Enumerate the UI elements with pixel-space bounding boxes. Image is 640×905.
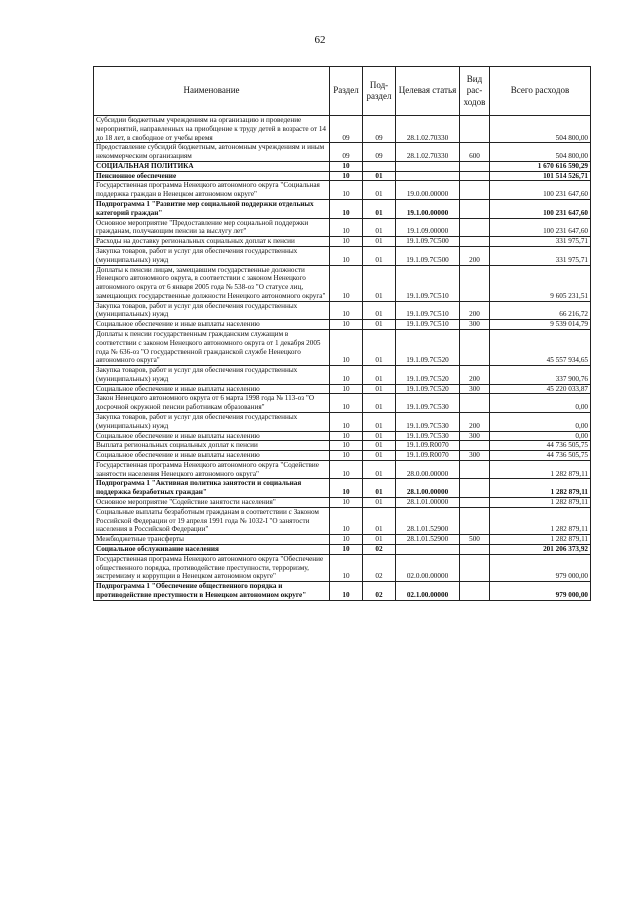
header-target: Целевая статья xyxy=(396,67,460,116)
row-section: 10 xyxy=(330,171,363,181)
row-subsection: 01 xyxy=(363,413,396,432)
row-target: 19.1.09.7С530 xyxy=(396,394,460,413)
row-total: 44 736 505,75 xyxy=(490,451,591,461)
row-target: 19.1.09.7С510 xyxy=(396,301,460,320)
row-expense-type xyxy=(460,265,490,301)
row-target: 19.1.09.R0070 xyxy=(396,451,460,461)
header-name: Наименование xyxy=(94,67,330,116)
row-target: 19.1.09.7С500 xyxy=(396,237,460,247)
row-expense-type: 300 xyxy=(460,431,490,441)
row-name: Социальное обеспечение и иные выплаты населению xyxy=(94,451,330,461)
row-target: 02.0.00.00000 xyxy=(396,554,460,581)
table-row xyxy=(94,394,591,413)
row-subsection: 01 xyxy=(363,171,396,181)
row-expense-type xyxy=(460,554,490,581)
row-total: 45 557 934,65 xyxy=(490,329,591,365)
row-section: 10 xyxy=(330,535,363,545)
row-section: 10 xyxy=(330,498,363,508)
row-name: Предоставление субсидий бюджетным, автономным учреждениям и иным некоммерческим организациям xyxy=(94,143,330,162)
row-name: Закупка товаров, работ и услуг для обеспечения государственных (муниципальных) нужд xyxy=(94,301,330,320)
row-name: Закупка товаров, работ и услуг для обеспечения государственных (муниципальных) нужд xyxy=(94,366,330,385)
row-name: Закупка товаров, работ и услуг для обеспечения государственных (муниципальных) нужд xyxy=(94,413,330,432)
table-row xyxy=(94,544,591,554)
row-target: 28.0.00.00000 xyxy=(396,460,460,479)
row-total: 0,00 xyxy=(490,431,591,441)
row-section: 10 xyxy=(330,544,363,554)
row-section: 09 xyxy=(330,116,363,143)
row-subsection: 01 xyxy=(363,441,396,451)
row-section: 10 xyxy=(330,161,363,171)
row-total: 504 800,00 xyxy=(490,143,591,162)
row-expense-type: 200 xyxy=(460,366,490,385)
row-expense-type xyxy=(460,116,490,143)
row-name: Социальное обеспечение и иные выплаты населению xyxy=(94,431,330,441)
table-row xyxy=(94,301,591,320)
row-subsection: 01 xyxy=(363,498,396,508)
row-target: 28.1.02.70330 xyxy=(396,143,460,162)
table-row xyxy=(94,320,591,330)
row-expense-type xyxy=(460,161,490,171)
row-expense-type xyxy=(460,460,490,479)
row-name: Государственная программа Ненецкого автономного округа "Содействие занятости населения Ненецкого автономного округа" xyxy=(94,460,330,479)
row-name: Субсидии бюджетным учреждениям на организацию и проведение мероприятий, направленных на приобщение к труду детей в возрасте от 14 до 18 лет, в свободное от учебы время xyxy=(94,116,330,143)
row-section: 10 xyxy=(330,218,363,237)
table-row xyxy=(94,200,591,219)
row-subsection: 01 xyxy=(363,394,396,413)
row-section: 10 xyxy=(330,366,363,385)
row-expense-type xyxy=(460,329,490,365)
row-target: 02.1.00.00000 xyxy=(396,582,460,601)
row-section: 10 xyxy=(330,200,363,219)
row-total: 504 800,00 xyxy=(490,116,591,143)
row-total: 100 231 647,60 xyxy=(490,200,591,219)
row-subsection: 01 xyxy=(363,329,396,365)
table-row xyxy=(94,498,591,508)
row-name: Социальные выплаты безработным гражданам в соответствии с Законом Российской Федерации от 19 апреля 1991 года № 1032-I "О занятости населения в Российской Федерации" xyxy=(94,507,330,534)
row-section: 10 xyxy=(330,394,363,413)
row-subsection: 01 xyxy=(363,218,396,237)
row-total: 1 282 879,11 xyxy=(490,498,591,508)
row-name: Социальное обеспечение и иные выплаты населению xyxy=(94,384,330,394)
table-row xyxy=(94,384,591,394)
row-section: 10 xyxy=(330,582,363,601)
row-name: Подпрограмма 1 "Активная политика занятости и социальная поддержка безработных граждан" xyxy=(94,479,330,498)
table-row xyxy=(94,246,591,265)
row-expense-type xyxy=(460,544,490,554)
row-name: Пенсионное обеспечение xyxy=(94,171,330,181)
row-subsection: 02 xyxy=(363,554,396,581)
row-subsection: 01 xyxy=(363,384,396,394)
row-subsection: 01 xyxy=(363,301,396,320)
row-target: 19.1.09.7С510 xyxy=(396,320,460,330)
row-total: 1 670 616 590,29 xyxy=(490,161,591,171)
row-name: Доплаты к пенсии государственным гражданским служащим в соответствии с законом Ненецкого автономного округа от 1 декабря 2005 года № 636-оз "О государственной гражданской службе Ненецкого автономного округа" xyxy=(94,329,330,365)
row-total: 979 000,00 xyxy=(490,582,591,601)
row-section: 10 xyxy=(330,479,363,498)
row-subsection: 01 xyxy=(363,366,396,385)
row-name: Доплаты к пенсии лицам, замещавшим государственные должности Ненецкого автономного округа, в соответствии с законом Ненецкого автономного округа от 6 января 2005 года № 538-оз "О статусе лиц, замещающих государственные должности Ненецкого автономного округа" xyxy=(94,265,330,301)
row-name: Закупка товаров, работ и услуг для обеспечения государственных (муниципальных) нужд xyxy=(94,246,330,265)
row-target: 19.1.09.R0070 xyxy=(396,441,460,451)
row-expense-type xyxy=(460,394,490,413)
header-section: Раздел xyxy=(330,67,363,116)
header-expense-type: Вид рас-ходов xyxy=(460,67,490,116)
row-total: 100 231 647,60 xyxy=(490,181,591,200)
table-row xyxy=(94,237,591,247)
row-subsection: 01 xyxy=(363,451,396,461)
row-subsection: 09 xyxy=(363,116,396,143)
row-expense-type: 200 xyxy=(460,301,490,320)
row-total: 100 231 647,60 xyxy=(490,218,591,237)
table-row xyxy=(94,116,591,143)
row-section: 10 xyxy=(330,301,363,320)
row-total: 45 220 033,87 xyxy=(490,384,591,394)
table-row xyxy=(94,366,591,385)
row-total: 101 514 526,71 xyxy=(490,171,591,181)
row-section: 09 xyxy=(330,143,363,162)
row-target: 19.1.09.7С520 xyxy=(396,329,460,365)
row-total: 1 282 879,11 xyxy=(490,460,591,479)
row-subsection: 09 xyxy=(363,143,396,162)
budget-table xyxy=(93,66,591,601)
row-target: 28.1.01.00000 xyxy=(396,498,460,508)
row-expense-type xyxy=(460,441,490,451)
row-subsection: 01 xyxy=(363,479,396,498)
row-target: 28.1.00.00000 xyxy=(396,479,460,498)
row-section: 10 xyxy=(330,265,363,301)
row-subsection xyxy=(363,161,396,171)
row-total: 0,00 xyxy=(490,394,591,413)
row-subsection: 01 xyxy=(363,200,396,219)
row-name: Государственная программа Ненецкого автономного округа "Обеспечение общественного порядка, противодействие преступности, терроризму, экстремизму и коррупции в Ненецком автономном округе" xyxy=(94,554,330,581)
row-target: 28.1.02.70330 xyxy=(396,116,460,143)
table-row xyxy=(94,431,591,441)
row-subsection: 01 xyxy=(363,246,396,265)
row-subsection: 01 xyxy=(363,320,396,330)
table-row xyxy=(94,218,591,237)
table-body xyxy=(94,116,591,601)
row-target: 28.1.01.52900 xyxy=(396,507,460,534)
table-header-row xyxy=(94,67,591,116)
table-row xyxy=(94,181,591,200)
table-row xyxy=(94,329,591,365)
row-target: 19.1.09.00000 xyxy=(396,218,460,237)
row-expense-type: 500 xyxy=(460,535,490,545)
row-total: 1 282 879,11 xyxy=(490,535,591,545)
table-row xyxy=(94,554,591,581)
table-row xyxy=(94,582,591,601)
row-target: 19.1.09.7С520 xyxy=(396,366,460,385)
page-number: 62 xyxy=(314,34,326,46)
row-total: 1 282 879,11 xyxy=(490,479,591,498)
row-expense-type xyxy=(460,237,490,247)
row-subsection: 02 xyxy=(363,582,396,601)
table-row xyxy=(94,413,591,432)
table-row xyxy=(94,535,591,545)
row-name: Социальное обеспечение и иные выплаты населению xyxy=(94,320,330,330)
row-subsection: 01 xyxy=(363,181,396,200)
row-total: 0,00 xyxy=(490,413,591,432)
row-target: 19.1.09.7С530 xyxy=(396,431,460,441)
row-expense-type xyxy=(460,498,490,508)
row-name: Основное мероприятие "Содействие занятости населения" xyxy=(94,498,330,508)
row-total: 1 282 879,11 xyxy=(490,507,591,534)
row-expense-type xyxy=(460,218,490,237)
row-subsection: 01 xyxy=(363,460,396,479)
row-expense-type xyxy=(460,507,490,534)
row-section: 10 xyxy=(330,329,363,365)
row-total: 66 216,72 xyxy=(490,301,591,320)
row-total: 201 206 373,92 xyxy=(490,544,591,554)
table-row xyxy=(94,143,591,162)
header-subsection: Под-раздел xyxy=(363,67,396,116)
row-expense-type: 300 xyxy=(460,384,490,394)
row-name: Государственная программа Ненецкого автономного округа "Социальная поддержка граждан в Ненецком автономном округе" xyxy=(94,181,330,200)
row-total: 9 539 014,79 xyxy=(490,320,591,330)
row-section: 10 xyxy=(330,320,363,330)
row-target xyxy=(396,171,460,181)
row-expense-type xyxy=(460,171,490,181)
row-section: 10 xyxy=(330,460,363,479)
row-expense-type xyxy=(460,200,490,219)
row-section: 10 xyxy=(330,384,363,394)
row-total: 979 000,00 xyxy=(490,554,591,581)
row-section: 10 xyxy=(330,451,363,461)
row-total: 337 900,76 xyxy=(490,366,591,385)
row-subsection: 01 xyxy=(363,507,396,534)
row-target: 28.1.01.52900 xyxy=(396,535,460,545)
row-total: 9 605 231,51 xyxy=(490,265,591,301)
row-section: 10 xyxy=(330,237,363,247)
row-target: 19.1.09.7С510 xyxy=(396,265,460,301)
row-subsection: 01 xyxy=(363,431,396,441)
row-name: Закон Ненецкого автономного округа от 6 марта 1998 года № 113-оз "О досрочной окружной пенсии работникам образования" xyxy=(94,394,330,413)
row-expense-type: 300 xyxy=(460,451,490,461)
row-expense-type xyxy=(460,479,490,498)
row-expense-type: 600 xyxy=(460,143,490,162)
table-row xyxy=(94,451,591,461)
table-row xyxy=(94,507,591,534)
row-total: 331 975,71 xyxy=(490,237,591,247)
row-section: 10 xyxy=(330,246,363,265)
row-target: 19.1.09.7С530 xyxy=(396,413,460,432)
row-target xyxy=(396,161,460,171)
row-subsection: 01 xyxy=(363,535,396,545)
table-row xyxy=(94,161,591,171)
row-subsection: 02 xyxy=(363,544,396,554)
row-name: Подпрограмма 1 "Обеспечение общественного порядка и противодействие преступности в Ненецком автономном округе" xyxy=(94,582,330,601)
row-section: 10 xyxy=(330,181,363,200)
row-expense-type: 300 xyxy=(460,320,490,330)
row-target: 19.0.00.00000 xyxy=(396,181,460,200)
header-total: Всего расходов xyxy=(490,67,591,116)
table-row xyxy=(94,171,591,181)
row-section: 10 xyxy=(330,431,363,441)
row-expense-type xyxy=(460,181,490,200)
row-expense-type xyxy=(460,582,490,601)
table-row xyxy=(94,441,591,451)
row-target xyxy=(396,544,460,554)
row-section: 10 xyxy=(330,413,363,432)
row-name: Основное мероприятие "Предоставление мер социальной поддержки гражданам, получающим пенсии за выслугу лет" xyxy=(94,218,330,237)
row-name: Расходы на доставку региональных социальных доплат к пенсии xyxy=(94,237,330,247)
row-name: СОЦИАЛЬНАЯ ПОЛИТИКА xyxy=(94,161,330,171)
row-target: 19.1.00.00000 xyxy=(396,200,460,219)
row-subsection: 01 xyxy=(363,237,396,247)
row-total: 44 736 505,75 xyxy=(490,441,591,451)
row-section: 10 xyxy=(330,441,363,451)
row-name: Выплата региональных социальных доплат к пенсии xyxy=(94,441,330,451)
row-section: 10 xyxy=(330,507,363,534)
table-row xyxy=(94,460,591,479)
table-row xyxy=(94,479,591,498)
row-name: Социальное обслуживание населения xyxy=(94,544,330,554)
row-section: 10 xyxy=(330,554,363,581)
row-target: 19.1.09.7С500 xyxy=(396,246,460,265)
row-expense-type: 200 xyxy=(460,413,490,432)
row-subsection: 01 xyxy=(363,265,396,301)
table-row xyxy=(94,265,591,301)
row-expense-type: 200 xyxy=(460,246,490,265)
row-total: 331 975,71 xyxy=(490,246,591,265)
row-name: Подпрограмма 1 "Развитие мер социальной поддержки отдельных категорий граждан" xyxy=(94,200,330,219)
row-name: Межбюджетные трансферты xyxy=(94,535,330,545)
row-target: 19.1.09.7С520 xyxy=(396,384,460,394)
